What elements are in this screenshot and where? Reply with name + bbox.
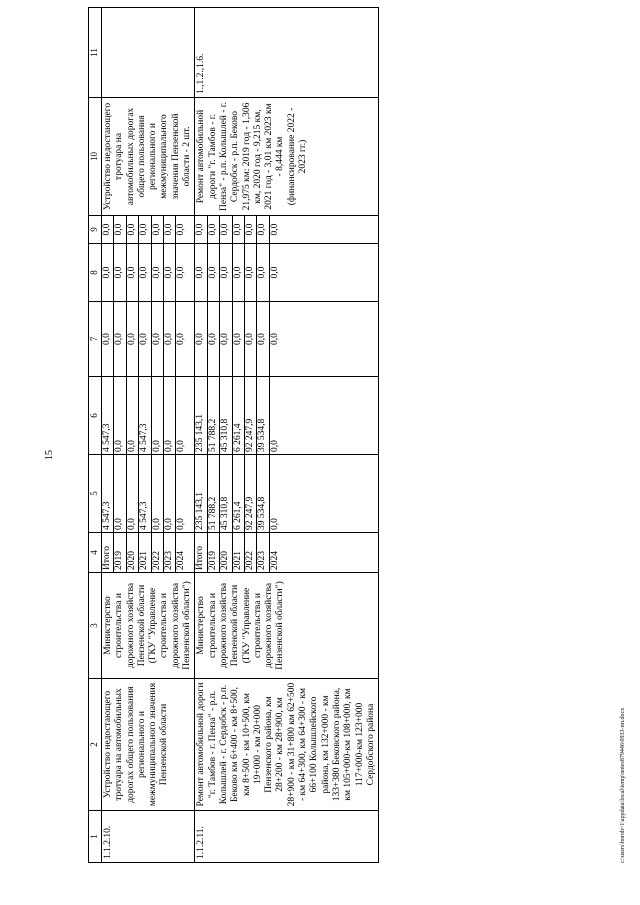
indicator: Устройство недостающего тротуара на автомобильных дорогах общего пользования регионального и межмуниципального значения Пензенской области - 2 шт. <box>102 98 195 216</box>
federal-budget-cell <box>102 302 195 377</box>
total-cell-value: 39 534,8 <box>257 455 269 532</box>
total-cell-value: 235 143,1 <box>195 455 207 532</box>
local-budget-cell-value: 0,0 <box>208 244 220 301</box>
local-budget-cell-value: 0,0 <box>195 244 207 301</box>
other-sources-cell-value: 0,0 <box>164 216 176 243</box>
page-number: 15 <box>44 450 55 460</box>
total-cell-value: 92 247,9 <box>245 455 257 532</box>
regional-budget-cell <box>102 377 195 455</box>
total-cell-value: 4 547,3 <box>139 455 151 532</box>
federal-budget-cell-value: 0,0 <box>208 302 220 376</box>
federal-budget-cell-value: 0,0 <box>257 302 269 376</box>
regional-budget-cell-value: 92 247,9 <box>245 377 257 454</box>
col-num: 11 <box>89 8 102 98</box>
col-num: 9 <box>89 216 102 244</box>
col-num: 8 <box>89 244 102 302</box>
regional-budget-cell-value: 0,0 <box>176 440 187 452</box>
federal-budget-cell-value: 0,0 <box>245 302 257 376</box>
table-body <box>102 8 379 863</box>
other-sources-cell-value: 0,0 <box>176 223 187 236</box>
col-num: 6 <box>89 377 102 455</box>
local-budget-cell-value: 0,0 <box>245 244 257 301</box>
years-cell-value: 2020 <box>127 533 139 572</box>
other-sources-cell-value: 0,0 <box>245 216 257 243</box>
local-budget-cell <box>102 244 195 302</box>
item-name: Устройство недостающего тротуара на автомобильных дорогах общего пользования регионального и межмуниципального значения Пензенской области <box>102 679 195 811</box>
regional-budget-cell-value: 0,0 <box>152 377 164 454</box>
executor: Министерство строительства и дорожного хозяйства Пензенской области (ГКУ "Управление строительства и дорожного хозяйства Пензенской области") <box>195 573 379 679</box>
local-budget-cell-value: 0,0 <box>114 244 126 301</box>
other-sources-cell-value: 0,0 <box>233 216 245 243</box>
regional-budget-cell-value: 6 261,4 <box>233 377 245 454</box>
item-code: 1.1.2.10. <box>102 811 195 863</box>
other-sources-cell-value: 0,0 <box>127 216 139 243</box>
other-sources-cell-value: 0,0 <box>152 216 164 243</box>
file-path: c:\users\boroh~1\appdata\local\temp\notes879446\0933-пп.docx <box>620 707 626 863</box>
other-sources-cell-value: 0,0 <box>114 216 126 243</box>
total-cell <box>102 455 195 533</box>
local-budget-cell-value: 0,0 <box>164 244 176 301</box>
years-cell-value: Итого <box>102 533 114 572</box>
regional-budget-cell-value: 0,0 <box>127 377 139 454</box>
total-cell-value: 0,0 <box>127 455 139 532</box>
table-row <box>195 8 379 863</box>
federal-budget-cell-value: 0,0 <box>176 333 187 345</box>
total-cell-value: 6 261,4 <box>233 455 245 532</box>
federal-budget-cell-value: 0,0 <box>195 302 207 376</box>
federal-budget-cell-value: 0,0 <box>220 302 232 376</box>
item-code: 1.1.2.11. <box>195 811 379 863</box>
other-sources-cell-value: 0,0 <box>257 216 269 243</box>
total-cell-value: 4 547,3 <box>102 455 114 532</box>
years-cell <box>195 533 379 573</box>
regional-budget-cell-value: 39 534,8 <box>257 377 269 454</box>
federal-budget-cell-value: 0,0 <box>164 302 176 376</box>
years-cell-value: 2024 <box>269 551 280 570</box>
total-cell-value: 45 310,8 <box>220 455 232 532</box>
other-sources-cell <box>102 216 195 244</box>
federal-budget-cell-value: 0,0 <box>152 302 164 376</box>
local-budget-cell-value: 0,0 <box>139 244 151 301</box>
federal-budget-cell-value: 0,0 <box>269 333 280 345</box>
local-budget-cell-value: 0,0 <box>102 244 114 301</box>
item-name: Ремонт автомобильной дороги "г. Тамбов - г. Пенза" - р.п. Колышлей - г. Сердобск - р.п. Беково км 6+400 - км 8+500, км 8+500 - км 10+500, км 19+000 - км 20+000 Пензенского района, км 28+200 - км 28+900, км 28+900 - км 31+800 км 62+500 - км 64+300, км 64+300 - км 66+100 Колышлейского района, км 132+000 - км 133+380 Бековского района, км 105+000-км 108+000, км 117+000-км 123+000 Сердобского района <box>195 679 379 811</box>
other-sources-cell-value: 0,0 <box>208 216 220 243</box>
other-sources-cell-value: 0,0 <box>195 216 207 243</box>
indicator-reference <box>102 8 195 98</box>
local-budget-cell-value: 0,0 <box>127 244 139 301</box>
total-cell-value: 0,0 <box>114 455 126 532</box>
col-num: 10 <box>89 98 102 216</box>
years-cell-value: 2023 <box>164 533 176 572</box>
years-cell-value: 2021 <box>233 533 245 572</box>
federal-budget-cell-value: 0,0 <box>233 302 245 376</box>
total-cell-value: 0,0 <box>152 455 164 532</box>
col-num: 5 <box>89 455 102 533</box>
years-cell-value: 2024 <box>176 551 187 570</box>
federal-budget-cell <box>195 302 379 377</box>
years-cell-value: 2023 <box>257 533 269 572</box>
years-cell-value: 2020 <box>220 533 232 572</box>
years-cell-value: 2022 <box>152 533 164 572</box>
years-cell-value: Итого <box>195 533 207 572</box>
indicator-reference: 1.,1.2.,1.6. <box>195 8 379 98</box>
col-num: 7 <box>89 302 102 377</box>
col-num: 2 <box>89 679 102 811</box>
years-cell-value: 2019 <box>114 533 126 572</box>
regional-budget-cell-value: 4 547,3 <box>139 377 151 454</box>
regional-budget-cell-value: 0,0 <box>114 377 126 454</box>
other-sources-cell <box>195 216 379 244</box>
local-budget-cell-value: 0,0 <box>269 266 280 279</box>
column-number-row <box>89 8 102 863</box>
years-cell-value: 2019 <box>208 533 220 572</box>
col-num: 1 <box>89 811 102 863</box>
years-cell-value: 2021 <box>139 533 151 572</box>
total-cell-value: 0,0 <box>269 518 280 530</box>
local-budget-cell-value: 0,0 <box>220 244 232 301</box>
local-budget-cell-value: 0,0 <box>152 244 164 301</box>
executor: Министерство строительства и дорожного хозяйства Пензенской области (ГКУ "Управление строительства и дорожного хозяйства Пензенской области") <box>102 573 195 679</box>
local-budget-cell-value: 0,0 <box>257 244 269 301</box>
local-budget-cell-value: 0,0 <box>233 244 245 301</box>
regional-budget-cell-value: 45 310,8 <box>220 377 232 454</box>
regional-budget-cell-value: 0,0 <box>164 377 176 454</box>
table-row <box>102 8 195 863</box>
program-table <box>88 7 379 863</box>
col-num: 3 <box>89 573 102 679</box>
federal-budget-cell-value: 0,0 <box>114 302 126 376</box>
federal-budget-cell-value: 0,0 <box>139 302 151 376</box>
other-sources-cell-value: 0,0 <box>269 223 280 236</box>
total-cell-value: 0,0 <box>176 518 187 530</box>
col-num: 4 <box>89 533 102 573</box>
regional-budget-cell-value: 4 547,3 <box>102 377 114 454</box>
regional-budget-cell-value: 51 788,2 <box>208 377 220 454</box>
local-budget-cell-value: 0,0 <box>176 266 187 279</box>
regional-budget-cell <box>195 377 379 455</box>
total-cell-value: 0,0 <box>164 455 176 532</box>
federal-budget-cell-value: 0,0 <box>127 302 139 376</box>
other-sources-cell-value: 0,0 <box>139 216 151 243</box>
total-cell <box>195 455 379 533</box>
regional-budget-cell-value: 0,0 <box>269 440 280 452</box>
total-cell-value: 51 788,2 <box>208 455 220 532</box>
years-cell <box>102 533 195 573</box>
other-sources-cell-value: 0,0 <box>102 216 114 243</box>
years-cell-value: 2022 <box>245 533 257 572</box>
indicator: Ремонт автомобильной дороги "г. Тамбов - г. Пенза" - р.п. Колышлей - г. Сердобск - р.п. Беково 21,975 км: 2019 год - 1,306 км, 2020 год - 9,215 км, 2021 год - 3,01 км 2023 км - 8,444 км (финансирование 2022 - 2023 гг.) <box>195 98 379 216</box>
other-sources-cell-value: 0,0 <box>220 216 232 243</box>
local-budget-cell <box>195 244 379 302</box>
regional-budget-cell-value: 235 143,1 <box>195 377 207 454</box>
federal-budget-cell-value: 0,0 <box>102 302 114 376</box>
